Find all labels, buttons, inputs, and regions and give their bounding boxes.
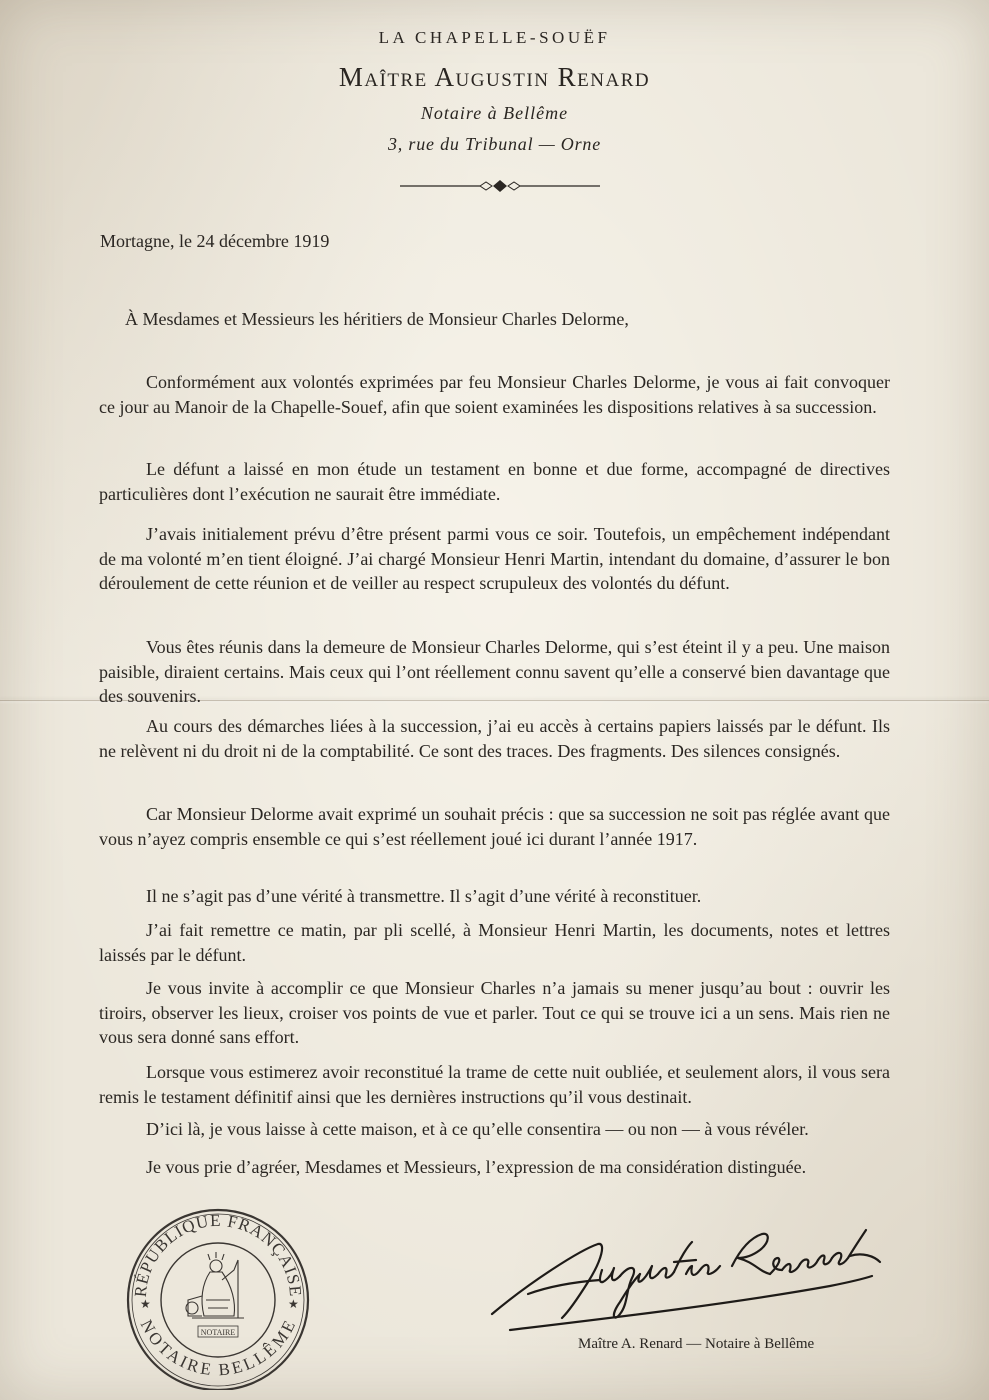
paragraph: Le défunt a laissé en mon étude un testament en bonne et due forme, accompagné de directives particulières dont l’exécution ne saurait être immédiate. [99, 459, 890, 504]
signature-caption: Maître A. Renard — Notaire à Bellême [578, 1336, 815, 1352]
handwritten-signature [470, 1222, 890, 1337]
letterhead-title: Notaire à Bellême [420, 103, 569, 123]
letterhead-name: Maître Augustin Renard [338, 62, 651, 92]
paragraph: Je vous invite à accomplir ce que Monsieur Charles n’a jamais su mener jusqu’au bout : ouvrir les tiroirs, observer les lieux, croiser vos points de vue et parler. Tout ce qui se trouve ici a un sens. Mais rien ne vous sera donné sans effort. [99, 978, 890, 1048]
paragraph: Il ne s’agit pas d’une vérité à transmettre. Il s’agit d’une vérité à reconstituer. [146, 886, 702, 906]
letterhead-place: LA CHAPELLE-SOUËF [378, 28, 611, 47]
date-line: Mortagne, le 24 décembre 1919 [100, 231, 330, 251]
seal-star-icon: ★ [288, 1297, 299, 1311]
letterhead-address: 3, rue du Tribunal — Orne [387, 134, 602, 154]
paragraph: Au cours des démarches liées à la succession, j’ai eu accès à certains papiers laissés par le défunt. Ils ne relèvent ni du droit ni de la comptabilité. Ce sont des traces. Des fragments. Des silences consignés. [99, 716, 890, 761]
paragraph: J’avais initialement prévu d’être présent parmi vous ce soir. Toutefois, un empêchement indépendant de ma volonté m’en tient éloigné. J’ai chargé Monsieur Henri Martin, intendant du domaine, d’assurer le bon déroulement de cette réunion et de veiller au respect scrupuleux des volontés du défunt. [99, 524, 890, 594]
paragraph: Lorsque vous estimerez avoir reconstitué la trame de cette nuit oubliée, et seulement alors, il vous sera remis le testament définitif ainsi que les dernières instructions qu’il vous destinait. [99, 1062, 890, 1107]
seal-top-text: RÉPUBLIQUE FRANÇAISE [130, 1210, 306, 1298]
paragraph: Vous êtes réunis dans la demeure de Monsieur Charles Delorme, qui s’est éteint il y a peu. Une maison paisible, diraient certains. Mais ceux qui l’ont réellement connu savent qu’elle a conservé bien davantage que des souvenirs. [99, 637, 890, 707]
paragraph: Car Monsieur Delorme avait exprimé un souhait précis : que sa succession ne soit pas réglée avant que vous n’ayez compris ensemble ce qui s’est réellement joué ici durant l’année 1917. [99, 804, 890, 849]
paragraph: Je vous prie d’agréer, Mesdames et Messieurs, l’expression de ma considération distinguée. [146, 1157, 807, 1177]
marianne-figure-icon [186, 1252, 244, 1318]
seal-bottom-text: NOTAIRE BELLÊME [136, 1316, 300, 1380]
paragraph: D’ici là, je vous laisse à cette maison, et à ce qu’elle consentira — ou non — à vous révéler. [146, 1119, 809, 1139]
seal-star-icon: ★ [140, 1297, 151, 1311]
salutation: À Mesdames et Messieurs les héritiers de Monsieur Charles Delorme, [125, 309, 629, 329]
seal-inner-label: NOTAIRE [200, 1328, 236, 1337]
ornament-divider-icon [400, 176, 600, 196]
notary-seal [118, 1200, 318, 1390]
paragraph: Conformément aux volontés exprimées par feu Monsieur Charles Delorme, je vous ai fait convoquer ce jour au Manoir de la Chapelle-Souef, afin que soient examinées les dispositions relatives à sa succession. [99, 372, 890, 417]
paragraph: J’ai fait remettre ce matin, par pli scellé, à Monsieur Henri Martin, les documents, notes et lettres laissés par le défunt. [99, 920, 890, 965]
